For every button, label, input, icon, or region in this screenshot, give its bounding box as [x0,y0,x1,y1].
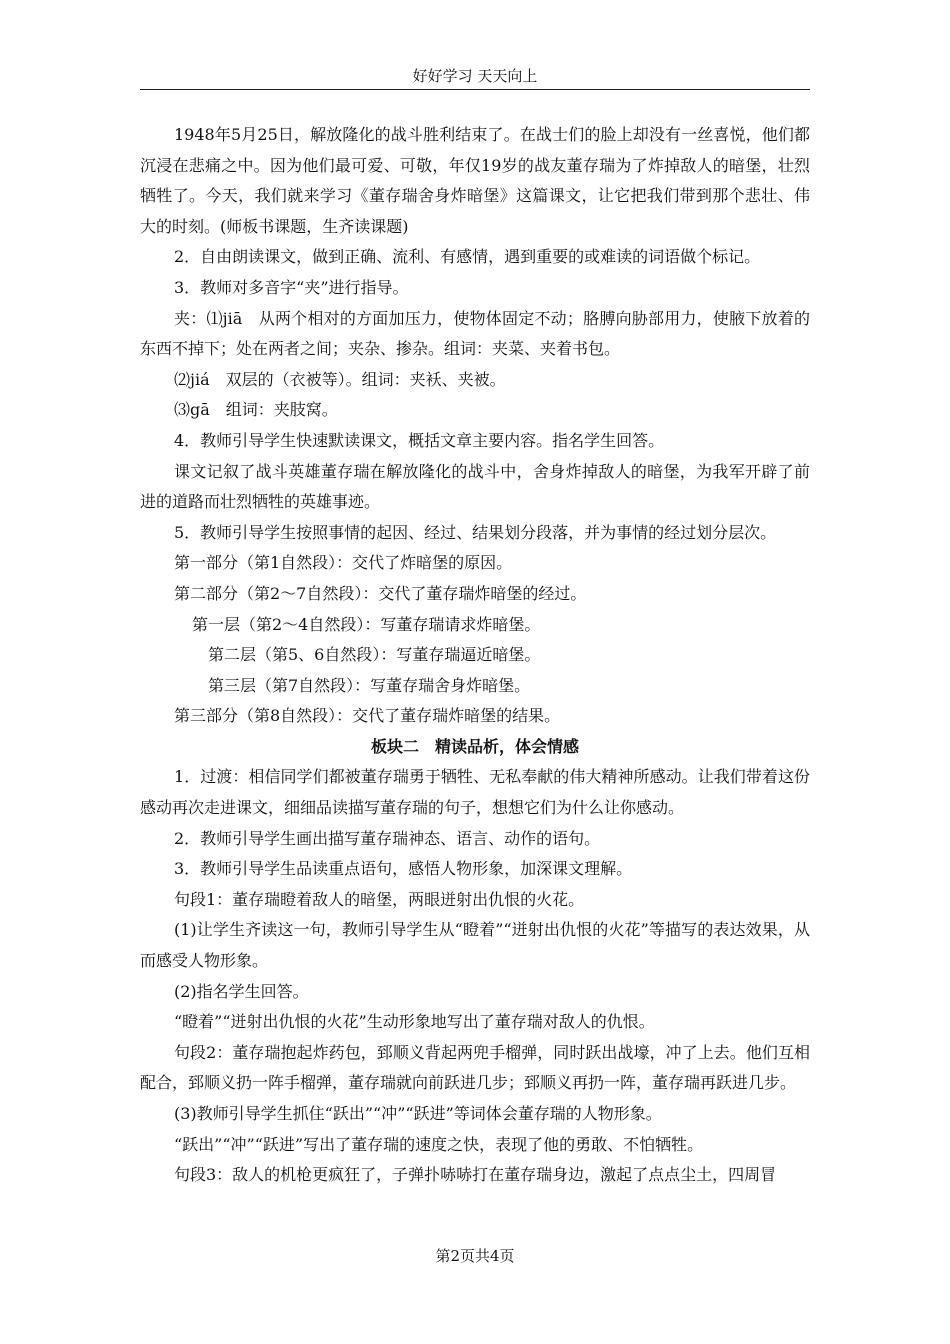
sentence-1-answer: “瞪着”“迸射出仇恨的火花”生动形象地写出了董存瑞对敌人的仇恨。 [174,1012,655,1032]
paragraph-step-4: 4．教师引导学生快速默读课文，概括文章主要内容。指名学生回答。 [174,430,665,450]
header-divider [140,89,810,90]
document-body [140,120,810,1191]
section-layer-1: 第一层（第2～4自然段）：写董存瑞请求炸暗堡。 [192,614,541,634]
sentence-2-task: (3)教师引导学生抓住“跃出”“冲”“跃进”等词体会董存瑞的人物形象。 [174,1104,662,1123]
paragraph-mark-sentences: 2．教师引导学生画出描写董存瑞神态、语言、动作的语句。 [174,828,601,848]
sentence-1-task-2: (2)指名学生回答。 [174,981,309,1001]
paragraph-step-5: 5．教师引导学生按照事情的起因、经过、结果划分段落，并为事情的经过划分层次。 [174,522,777,542]
section-part-3: 第三部分（第8自然段）：交代了董存瑞炸暗堡的结果。 [174,706,561,726]
section-layer-2: 第二层（第5、6自然段）：写董存瑞逼近暗堡。 [208,645,541,665]
sentence-3: 句段3：敌人的机枪更疯狂了，子弹扑哧哧打在董存瑞身边，激起了点点尘土，四周冒 [174,1165,777,1185]
main-content-answer: 课文记叙了战斗英雄董存瑞在解放隆化的战斗中，舍身炸掉敌人的暗堡，为我军开辟了前进的道路而壮烈牺牲的英雄事迹。 [140,461,810,512]
polyphone-jia1: 夹：⑴jiā 从两个相对的方面加压力，使物体固定不动；胳膊向胁部用力，使腋下放着的东西不掉下；处在两者之间；夹杂、掺杂。组词：夹菜、夹着书包。 [140,308,810,359]
polyphone-jia2: ⑵jiá 双层的（衣被等）。组词：夹袄、夹被。 [174,369,506,389]
paragraph-step-3: 3．教师对多音字“夹”进行指导。 [174,277,409,297]
polyphone-ga: ⑶gā 组词：夹肢窝。 [174,400,338,420]
section-part-1: 第一部分（第1自然段）：交代了炸暗堡的原因。 [174,553,513,573]
page-header: 好好学习 天天向上 [412,67,538,85]
section-part-2: 第二部分（第2～7自然段）：交代了董存瑞炸暗堡的经过。 [174,583,587,603]
section-heading: 板块二 精读品析，体会情感 [370,736,579,756]
sentence-2: 句段2：董存瑞抱起炸药包，郅顺义背起两兜手榴弹，同时跃出战壕，冲了上去。他们互相配合，郅顺义扔一阵手榴弹，董存瑞就向前跃进几步；郅顺义再扔一阵，董存瑞再跃进几步。 [140,1042,810,1093]
paragraph-read-key: 3．教师引导学生品读重点语句，感悟人物形象，加深课文理解。 [174,859,633,879]
section-layer-3: 第三层（第7自然段）：写董存瑞舍身炸暗堡。 [208,675,531,695]
sentence-2-answer: “跃出”“冲”“跃进”写出了董存瑞的速度之快，表现了他的勇敢、不怕牺牲。 [174,1134,704,1154]
sentence-1: 句段1：董存瑞瞪着敌人的暗堡，两眼迸射出仇恨的火花。 [174,889,585,909]
paragraph-transition: 1．过渡：相信同学们都被董存瑞勇于牺牲、无私奉献的伟大精神所感动。让我们带着这份感动再次走进课文，细细品读描写董存瑞的句子，想想它们为什么让你感动。 [140,767,810,818]
sentence-1-task-1: (1)让学生齐读这一句，教师引导学生从“瞪着”“迸射出仇恨的火花”等描写的表达效果，从而感受人物形象。 [140,920,810,971]
page-footer: 第2页共4页 [435,1247,515,1265]
paragraph-step-2: 2．自由朗读课文，做到正确、流利、有感情，遇到重要的或难读的词语做个标记。 [174,247,761,267]
paragraph-intro: 1948年5月25日，解放隆化的战斗胜利结束了。在战士们的脸上却没有一丝喜悦，他们都沉浸在悲痛之中。因为他们最可爱、可敬，年仅19岁的战友董存瑞为了炸掉敌人的暗堡，壮烈牺牲了。今天，我们就来学习《董存瑞舍身炸暗堡》这篇课文，让它把我们带到那个悲壮、伟大的时刻。(师板书课题，生齐读课题) [140,125,810,236]
